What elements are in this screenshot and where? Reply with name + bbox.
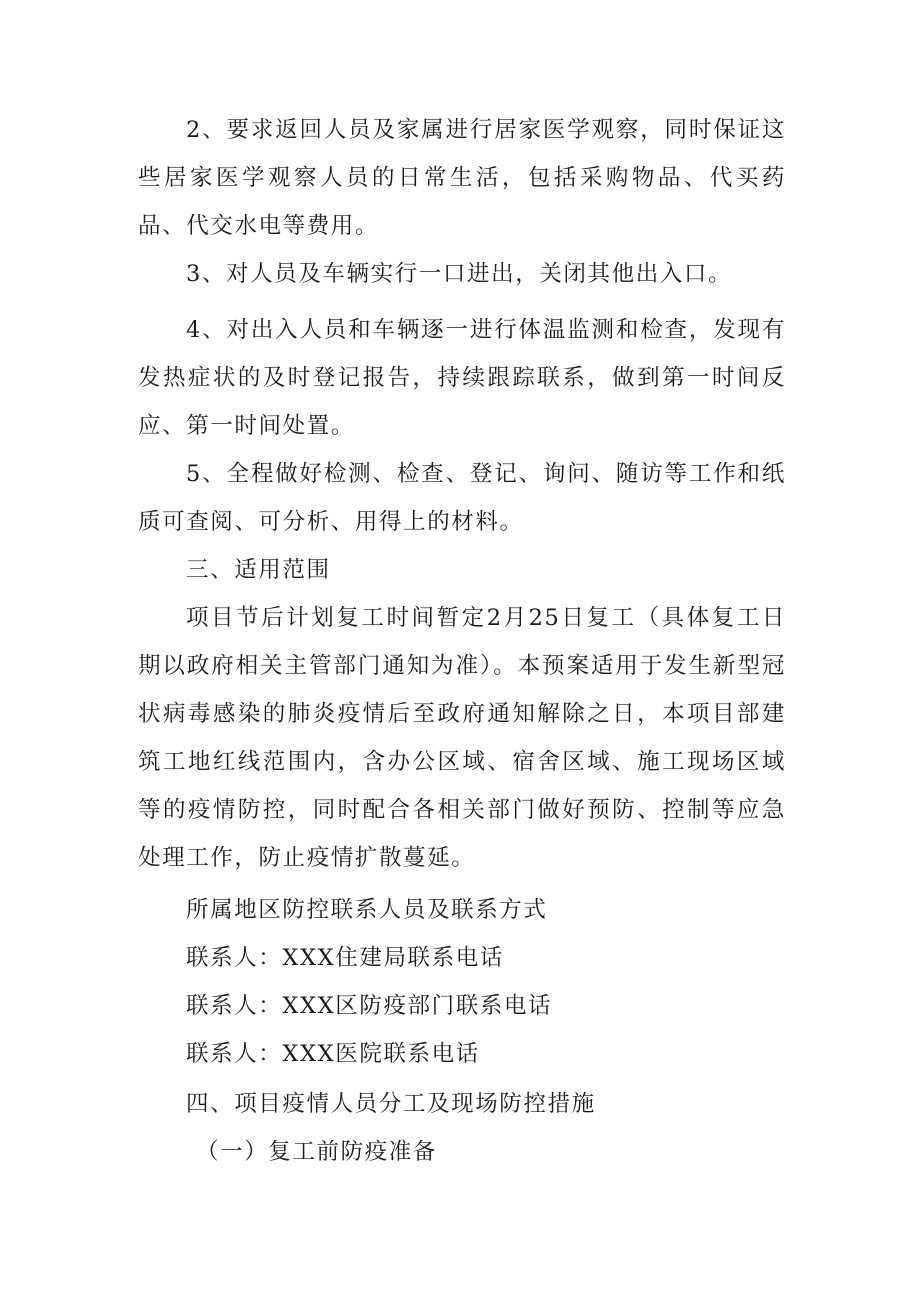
section-heading-scope: 三、适用范围 (186, 557, 331, 583)
contacts-title: 所属地区防控联系人员及联系方式 (186, 897, 548, 923)
section-heading-division: 四、项目疫情人员分工及现场防控措施 (186, 1091, 596, 1117)
paragraph-temperature-check: 4、对出入人员和车辆逐一进行体温监测和检查，发现有发热症状的及时登记报告，持续跟踪联系，做到第一时间反应、第一时间处置。 (138, 317, 786, 439)
subheading-prework-preparation: （一）复工前防疫准备 (196, 1139, 438, 1165)
contact-hospital: 联系人：XXX医院联系电话 (186, 1041, 480, 1067)
paragraph-home-observation: 2、要求返回人员及家属进行居家医学观察，同时保证这些居家医学观察人员的日常生活，包括采购物品、代买药品、代交水电等费用。 (138, 117, 786, 239)
contact-housing-bureau: 联系人：XXX住建局联系电话 (186, 945, 504, 971)
paragraph-records: 5、全程做好检测、检查、登记、询问、随访等工作和纸质可查阅、可分析、用得上的材料。 (138, 461, 786, 535)
paragraph-scope: 项目节后计划复工时间暂定2月25日复工（具体复工日期以政府相关主管部门通知为准）。本预案适用于发生新型冠状病毒感染的肺炎疫情后至政府通知解除之日，本项目部建筑工地红线范围内，含办公区域、宿舍区域、施工现场区域等的疫情防控，同时配合各相关部门做好预防、控制等应急处理工作，防止疫情扩散蔓延。 (138, 605, 786, 871)
contact-epidemic-department: 联系人：XXX区防疫部门联系电话 (186, 993, 553, 1019)
paragraph-single-entrance: 3、对人员及车辆实行一口进出，关闭其他出入口。 (186, 261, 733, 287)
